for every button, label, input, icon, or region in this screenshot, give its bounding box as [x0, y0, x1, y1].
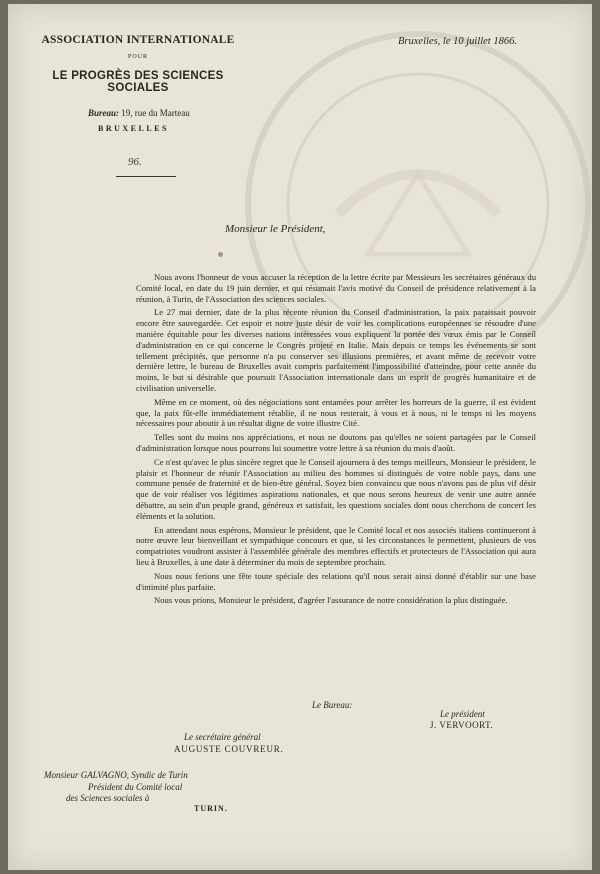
org-name-connector: POUR: [127, 54, 148, 60]
letter-page: [8, 4, 592, 870]
addressee-line3: des Sciences sociales à: [66, 793, 150, 803]
ink-spot: [218, 252, 223, 257]
body-paragraph: Ce n'est qu'avec le plus sincère regret que le Conseil ajournera à des temps meilleurs, Monsieur le président, le plaisir et l'honneur de réunir l'Association au milieu des hommes si distingués de votre noble pays, dans une commune pensée de fraternité et de bien-être général. Soyez bien convaincu que nous n'avons pas de plus vif désir que de voir réaliser vos légitimes aspirations nationales, et que nous serons heureux de venir une autre année débattre, au sein d'un peuple grand, généreux et satisfait, les questions sociales dont nous cherchons de concert les éléments et la solution.: [136, 456, 536, 521]
body-paragraph: Nous nous ferions une fête toute spéciale des relations qu'il nous serait ainsi donné d'établir sur une base d'intimité plus parfaite.: [136, 570, 536, 592]
body-paragraph: Nous vous prions, Monsieur le président, d'agréer l'assurance de notre considération la plus distinguée.: [154, 595, 508, 606]
org-name-line2: LE PROGRÈS DES SCIENCES SOCIALES: [52, 70, 224, 94]
addressee-city: TURIN.: [194, 804, 228, 813]
addressee-line1: Monsieur GALVAGNO, Syndic de Turin: [44, 770, 188, 780]
president-title: Le président: [440, 709, 485, 719]
bureau-label: Bureau:: [88, 108, 120, 118]
letter-body: [136, 272, 536, 609]
body-paragraph: Nous avons l'honneur de vous accuser la réception de la lettre écrite par Messieurs les secrétaires généraux du Comité local, en date du 19 juin dernier, et qui résumait l'avis motivé du Conseil de présidence relativement à la réunion, à Turin, de l'Association des sciences sociales.: [136, 272, 536, 304]
salutation: Monsieur le Président,: [225, 223, 326, 235]
body-paragraph: Le 27 mai dernier, date de la plus récente réunion du Conseil d'administration, la paix paraissait pouvoir encore être sauvegardée. Cet espoir et notre juste désir de voir les complications européennes se résoudre d'une manière équitable pour les diverses nations intéressées vous expliquent la portée des vœux émis par le Conseil d'administration en ce qui concerne le Congrès projeté en Italie. Mais depuis ce temps les événements se sont tellement précipités, que personne n'a pu conserver ses illusions premières, et avant même de recevoir votre dernière lettre, le bureau de Bruxelles avait compris parfaitement l'impossibilité d'atteindre, pour cette année du moins, le but si désirable que poursuit l'Association internationale dans un esprit de progrès humanitaire et de civilisation universelle.: [136, 307, 536, 393]
reference-underline: [116, 176, 176, 177]
body-paragraph: Telles sont du moins nos appréciations, et nous ne doutons pas qu'elles ne soient partagées par le Conseil d'administration lorsque nous pourrons lui soumettre votre lettre à sa réunion du mois d'août.: [136, 432, 536, 453]
secretary-name: AUGUSTE COUVREUR.: [174, 744, 284, 754]
bureau-city: BRUXELLES: [98, 124, 169, 133]
dateline: Bruxelles, le 10 juillet 1866.: [398, 36, 517, 47]
addressee-line2: Président du Comité local: [88, 782, 183, 792]
president-name: J. VERVOORT.: [430, 720, 494, 730]
body-paragraph: En attendant nous espérons, Monsieur le président, que le Comité local et nos associés italiens continueront à notre œuvre leur bienveillant et sympathique concours et que, si les circonstances le permettent, plusieurs de vos compatriotes voudront assister à l'assemblée générale des membres effectifs et protecteurs de l'Association qui aura lieu à Bruxelles, à une date à déterminer du mois de septembre prochain.: [136, 524, 536, 567]
bureau-street: 19, rue du Marteau: [119, 108, 190, 118]
org-name-line1: ASSOCIATION INTERNATIONALE: [41, 34, 235, 46]
reference-number: 96.: [128, 156, 142, 168]
body-paragraph: Même en ce moment, où des négociations sont entamées pour arrêter les horreurs de la guerre, il est évident que, la paix fût-elle immédiatement rétablie, il ne nous resterait, à vous et à nous, ni le temps ni les moyens nécessaires pour aboutir à un résultat digne de votre illustre Cité.: [136, 396, 536, 429]
secretary-title: Le secrétaire général: [184, 732, 261, 742]
signature-bureau-label: Le Bureau:: [312, 700, 353, 710]
bureau-address: [88, 108, 190, 118]
